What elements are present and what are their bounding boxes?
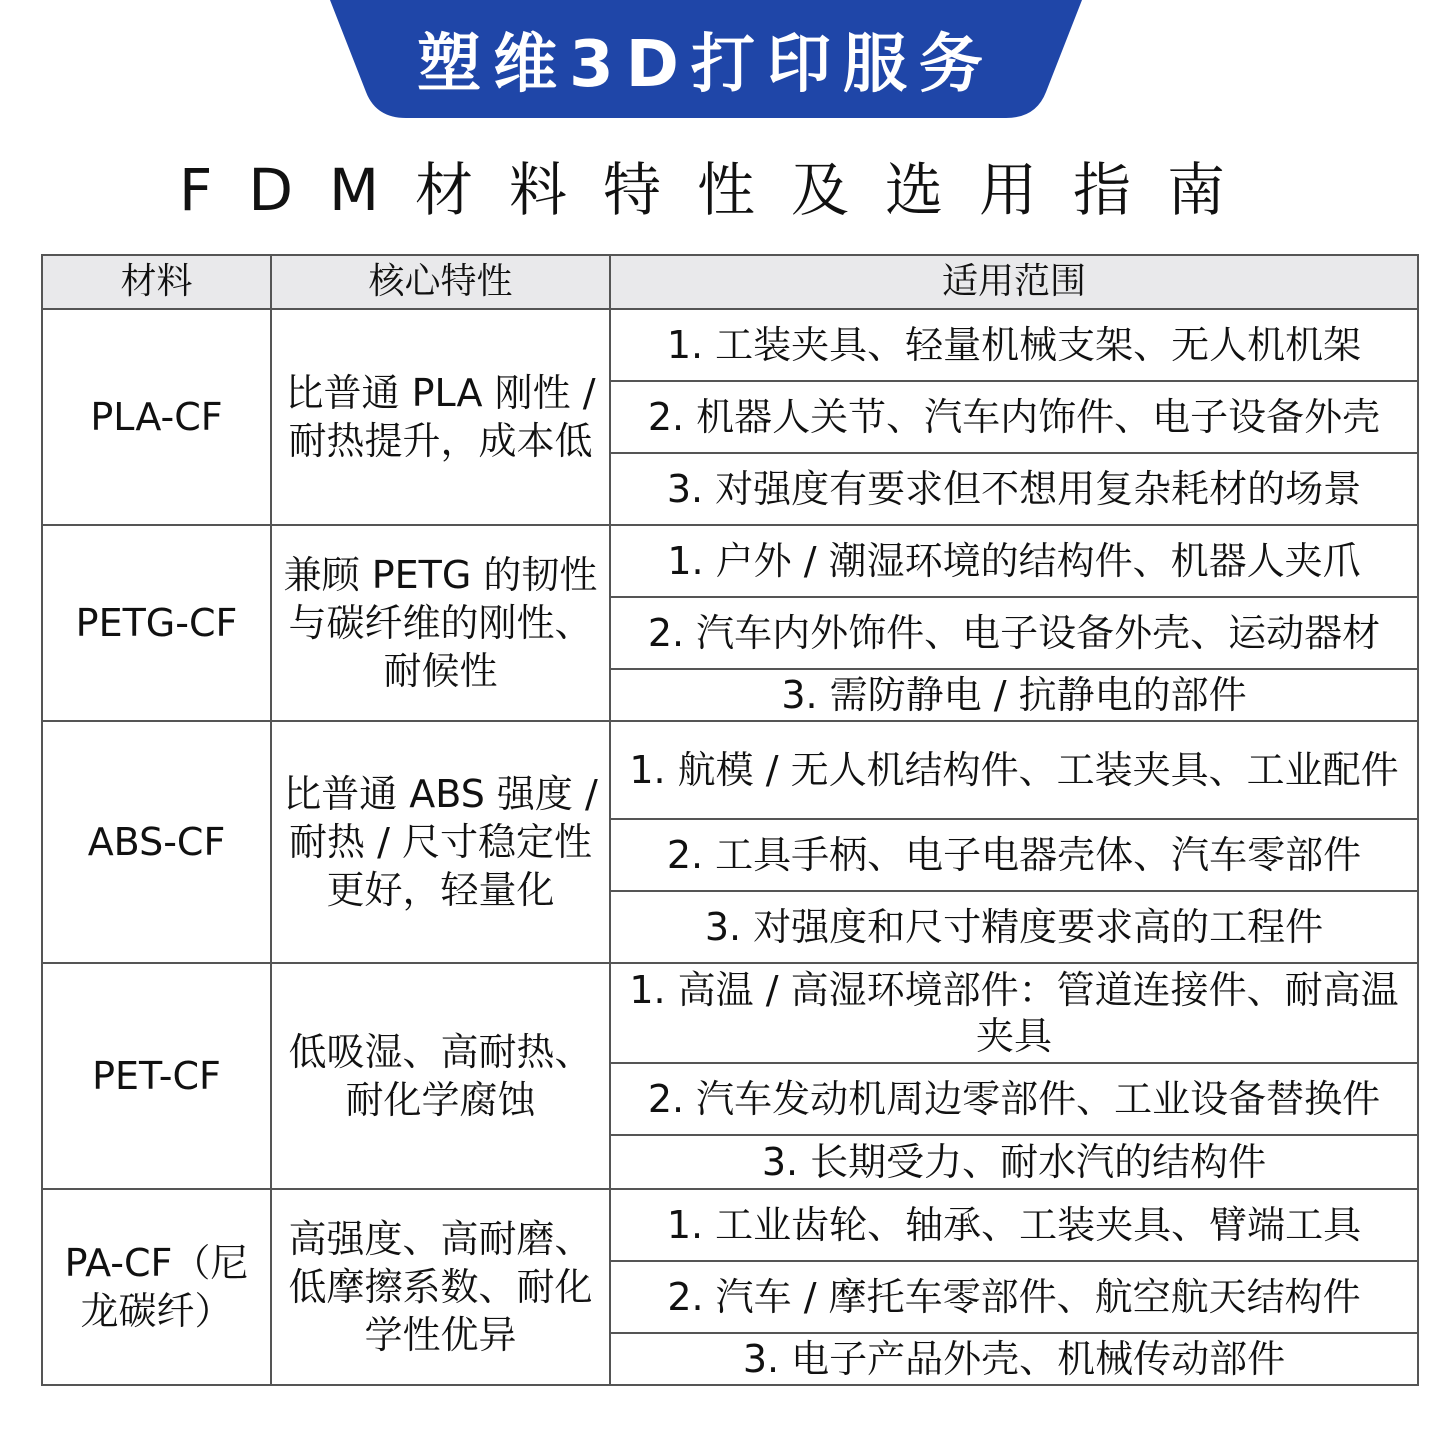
application-cell: 3. 需防静电 / 抗静电的部件 [610, 669, 1418, 721]
features-cell: 比普通 PLA 刚性 / 耐热提升，成本低 [271, 309, 610, 525]
features-cell: 比普通 ABS 强度 / 耐热 / 尺寸稳定性更好，轻量化 [271, 721, 610, 963]
features-cell: 低吸湿、高耐热、耐化学腐蚀 [271, 963, 610, 1189]
features-cell: 兼顾 PETG 的韧性与碳纤维的刚性、耐候性 [271, 525, 610, 721]
page-subtitle: FDM材料特性及选用指南 [178, 156, 1262, 224]
application-cell: 3. 对强度和尺寸精度要求高的工程件 [610, 891, 1418, 963]
material-table [41, 254, 1419, 1386]
application-cell: 3. 对强度有要求但不想用复杂耗材的场景 [610, 453, 1418, 525]
application-cell: 3. 长期受力、耐水汽的结构件 [610, 1135, 1418, 1189]
application-cell: 2. 汽车发动机周边零部件、工业设备替换件 [610, 1063, 1418, 1135]
table-row [42, 309, 1418, 381]
header-material: 材料 [42, 255, 271, 309]
table-row [42, 721, 1418, 819]
application-cell: 3. 电子产品外壳、机械传动部件 [610, 1333, 1418, 1385]
application-cell: 1. 工业齿轮、轴承、工装夹具、臂端工具 [610, 1189, 1418, 1261]
application-cell: 1. 户外 / 潮湿环境的结构件、机器人夹爪 [610, 525, 1418, 597]
material-cell: PET-CF [42, 963, 271, 1189]
banner-title: 塑维3D打印服务 [417, 28, 995, 102]
application-cell: 1. 航模 / 无人机结构件、工装夹具、工业配件 [610, 721, 1418, 819]
application-cell: 2. 机器人关节、汽车内饰件、电子设备外壳 [610, 381, 1418, 453]
material-cell: ABS-CF [42, 721, 271, 963]
table-row [42, 1189, 1418, 1261]
application-cell: 2. 汽车 / 摩托车零部件、航空航天结构件 [610, 1261, 1418, 1333]
table-row [42, 963, 1418, 1063]
table-header-row [42, 255, 1418, 309]
application-cell: 1. 高温 / 高湿环境部件：管道连接件、耐高温夹具 [610, 963, 1418, 1063]
material-cell: PLA-CF [42, 309, 271, 525]
material-cell: PA-CF（尼龙碳纤） [42, 1189, 271, 1385]
application-cell: 2. 汽车内外饰件、电子设备外壳、运动器材 [610, 597, 1418, 669]
application-cell: 2. 工具手柄、电子电器壳体、汽车零部件 [610, 819, 1418, 891]
application-cell: 1. 工装夹具、轻量机械支架、无人机机架 [610, 309, 1418, 381]
material-cell: PETG-CF [42, 525, 271, 721]
table-row [42, 525, 1418, 597]
header-applications: 适用范围 [610, 255, 1418, 309]
features-cell: 高强度、高耐磨、低摩擦系数、耐化学性优异 [271, 1189, 610, 1385]
title-banner [330, 0, 1082, 122]
header-features: 核心特性 [271, 255, 610, 309]
